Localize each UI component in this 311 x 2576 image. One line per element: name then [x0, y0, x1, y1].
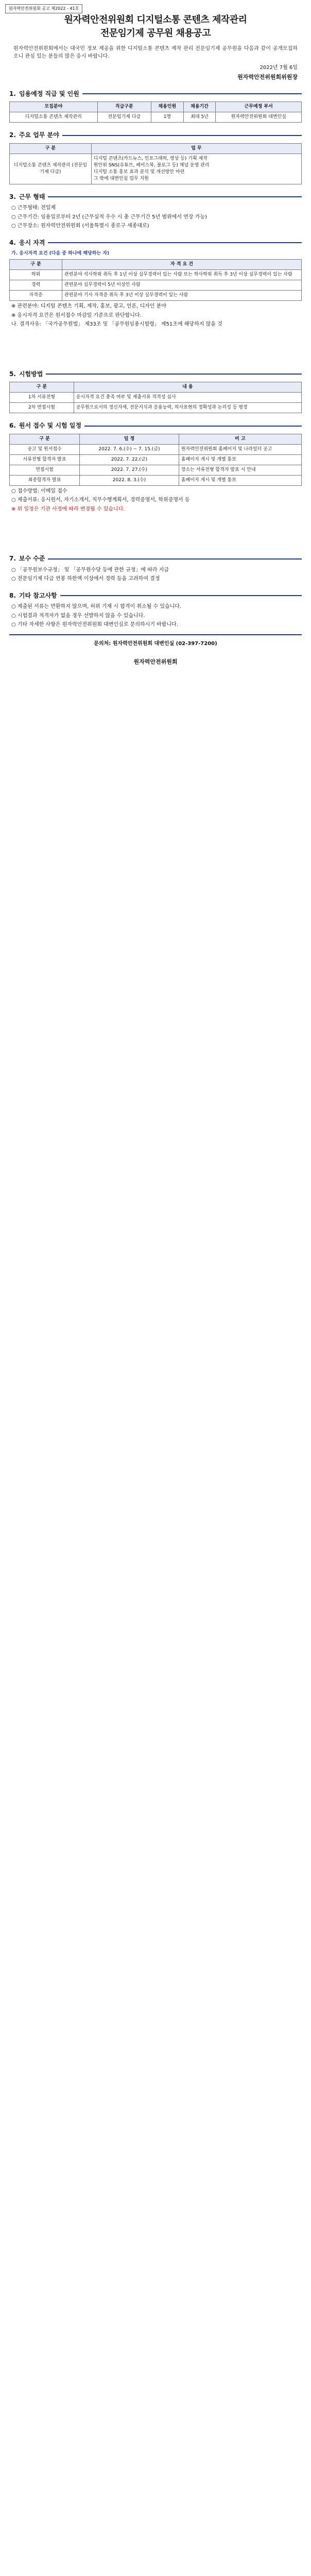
table-cell: 학위 [10, 270, 62, 280]
table-cell: 관련분야 석사학위 취득 후 1년 이상 실무경력이 있는 사람 또는 학사학위 취득 후 3년 이상 실무경력이 있는 사람 [62, 270, 302, 280]
table-header: 구 분 [10, 382, 74, 393]
list-item: ○ 전문임기제 다급 연봉 하한액 이상에서 경력 등을 고려하여 결정 [11, 576, 160, 582]
section-8-header [9, 591, 302, 600]
salary-list [9, 567, 302, 583]
list-item: ○ 근무형태: 전일제 [11, 205, 56, 211]
exam-method-table [9, 382, 302, 413]
section-rule [60, 595, 302, 596]
section-rule [62, 135, 302, 136]
section-number: 1. [9, 90, 16, 97]
section-label: 임용예정 직급 및 인원 [19, 90, 79, 97]
table-row [10, 270, 302, 280]
table-header: 구 분 [10, 434, 80, 444]
table-cell: 자격증 [10, 291, 62, 301]
section-number: 4. [9, 239, 16, 246]
table-row [10, 444, 302, 454]
table-cell [91, 154, 301, 184]
section-2-header [9, 131, 302, 140]
list-item: ※ 위 일정은 기관 사정에 따라 변경될 수 있습니다. [11, 506, 125, 512]
table-header: 근무예정 부서 [216, 102, 302, 112]
document-page [0, 0, 311, 666]
section-label: 원서 접수 및 시험 일정 [19, 422, 81, 430]
table-cell: 공무원으로서의 정신자세, 전문지식과 응용능력, 의사표현의 정확성과 논리성 등 평정 [74, 403, 301, 413]
bottom-signature: 원자력안전위원회 [133, 658, 178, 666]
qualification-intro: 가. 응시자격 요건 (다음 중 하나에 해당하는 자) [11, 251, 110, 257]
section-rule [48, 196, 302, 197]
table-header: 직급구분 [97, 102, 151, 112]
table-cell: 면접시험 [10, 465, 80, 475]
section-number: 8. [9, 591, 16, 599]
list-item: ○ 기타 자세한 사항은 원자력안전위원회 대변인실로 문의하시기 바랍니다. [11, 622, 178, 628]
table-cell: 2022. 8. 3.(수) [80, 475, 179, 485]
work-type-list [9, 205, 302, 230]
table-row [10, 291, 302, 301]
duty-item: 디지털 소통 홍보 효과 분석 및 개선방안 마련 [93, 169, 185, 175]
section-rule [48, 558, 302, 560]
spacer [9, 331, 302, 362]
section-5-header [9, 370, 302, 379]
list-item: ※ 관련분야: 디지털 콘텐츠 기획, 제작, 홍보, 광고, 언론, 디자인 분야 [11, 303, 166, 310]
table-cell: 장소는 서류전형 합격자 발표 시 안내 [179, 465, 301, 475]
section-rule [46, 374, 302, 375]
table-header: 구 분 [10, 260, 62, 270]
duty-item: 원안위 SNS(유튜브, 페이스북, 블로그 등) 채널 운영 관리 [93, 162, 210, 168]
position-table [9, 101, 302, 123]
table-cell: 1명 [151, 112, 183, 123]
notice-number: 원자력안전위원회 공고 제2022 - 41호 [5, 4, 82, 13]
page-subtitle: 전문임기제 공무원 채용공고 [100, 28, 211, 39]
table-cell: 경력 [10, 280, 62, 291]
duty-item: 그 밖에 대변인실 업무 지원 [93, 176, 149, 181]
section-rule [82, 93, 302, 94]
qualification-table [9, 259, 302, 301]
table-row [10, 475, 302, 485]
spacer [9, 515, 302, 546]
list-item: ※ 응시자격 요건은 원서접수 마감일 기준으로 판단합니다. [11, 312, 142, 318]
table-row [10, 465, 302, 475]
qualification-notes [9, 303, 302, 329]
contact-info: 문의처: 원자력안전위원회 대변인실 (02-397-7200) [94, 640, 217, 647]
list-item: ○ 제출서류: 응시원서, 자기소개서, 직무수행계획서, 경력증명서, 학위증명서 등 [11, 497, 190, 503]
schedule-notes [9, 488, 302, 514]
table-header: 일 정 [80, 434, 179, 444]
table-header: 채용인원 [151, 102, 183, 112]
table-cell: 관련분야 실무경력이 5년 이상인 사람 [62, 280, 302, 291]
table-header: 업 무 [91, 143, 301, 154]
table-header: 내 용 [74, 382, 301, 393]
section-rule [48, 242, 302, 243]
table-cell: 홈페이지 게시 및 개별 통보 [179, 475, 301, 485]
section-label: 시험방법 [19, 370, 43, 378]
table-cell: 2022. 7. 27.(수) [80, 465, 179, 475]
list-item: ○ 근무기간: 임용일로부터 2년 (근무실적 우수 시 총 근무기간 5년 범위에서 연장 가능) [11, 214, 207, 220]
list-item: ○ 「공무원보수규정」 및 「공무원수당 등에 관한 규정」에 따라 지급 [11, 567, 169, 573]
section-label: 기타 참고사항 [19, 591, 57, 599]
section-number: 7. [9, 555, 16, 563]
footer-rule [9, 634, 302, 635]
table-cell: 디지털소통 콘텐츠 제작관리 [10, 112, 98, 123]
duties-table [9, 143, 302, 184]
table-row [10, 112, 302, 123]
table-cell: 전문임기제 다급 [97, 112, 151, 123]
table-cell: 1차 서류전형 [10, 393, 74, 403]
table-cell: 최대 5년 [183, 112, 216, 123]
duty-item: 디지털 콘텐츠(카드뉴스, 인포그래픽, 영상 등) 기획 제작 [93, 156, 208, 161]
section-label: 보수 수준 [19, 555, 45, 563]
table-cell: 2022. 7. 22.(금) [80, 454, 179, 465]
table-header: 자 격 요 건 [62, 260, 302, 270]
section-label: 응시 자격 [19, 239, 45, 246]
table-row [10, 393, 302, 403]
section-number: 3. [9, 193, 16, 200]
table-row [10, 454, 302, 465]
table-header: 구 분 [10, 143, 92, 154]
list-item: ○ 근무장소: 원자력안전위원회 (서울특별시 종로구 세종대로) [11, 223, 149, 229]
table-cell: 원자력안전위원회 홈페이지 및 나라일터 공고 [179, 444, 301, 454]
section-3-header [9, 193, 302, 201]
section-6-header [9, 421, 302, 430]
section-number: 6. [9, 422, 16, 430]
list-item: 나. 결격사유: 「국가공무원법」 제33조 및 「공무원임용시험령」 제51조에 해당하지 않을 것 [11, 321, 222, 328]
table-cell: 원자력안전위원회 대변인실 [216, 112, 302, 123]
schedule-table [9, 434, 302, 486]
list-item: ○ 시험결과 적격자가 없을 경우 선발하지 않을 수 있습니다. [11, 613, 145, 619]
table-row [10, 154, 302, 184]
intro-paragraph: 원자력안전위원회에서는 대국민 정보 제공을 위한 디지털소통 콘텐츠 제작 관리 전문임기제 공무원을 다음과 같이 공개모집하오니 관심 있는 분들의 많은 응시 바랍니다. [13, 46, 298, 59]
page-title: 원자력안전위원회 디지털소통 콘텐츠 제작관리 [64, 14, 247, 25]
table-cell: 디지털소통 콘텐츠 제작관리 (전문임기제 다급) [10, 154, 92, 184]
table-row [10, 403, 302, 413]
table-cell: 서류전형 합격자 발표 [10, 454, 80, 465]
section-1-header [9, 90, 302, 98]
table-header: 모집분야 [10, 102, 98, 112]
table-cell: 2022. 7. 6.(수) ~ 7. 15.(금) [80, 444, 179, 454]
table-header: 비 고 [179, 434, 301, 444]
table-cell: 최종합격자 발표 [10, 475, 80, 485]
issuing-org: 원자력안전위원회위원장 [237, 73, 298, 80]
section-rule [84, 426, 302, 427]
table-cell: 응시자격 요건 충족 여부 및 제출서류 적격성 심사 [74, 393, 301, 403]
section-number: 2. [9, 131, 16, 139]
table-cell: 홈페이지 게시 및 개별 통보 [179, 454, 301, 465]
section-4-header [9, 239, 302, 247]
table-cell: 2차 면접시험 [10, 403, 74, 413]
notice-date: 2022년 7월 6일 [260, 65, 298, 71]
section-label: 근무 형태 [19, 193, 45, 200]
notes-list [9, 603, 302, 629]
list-item: ○ 접수방법: 이메일 접수 [11, 488, 67, 494]
section-label: 주요 업무 분야 [19, 131, 59, 139]
section-7-header [9, 554, 302, 563]
table-cell: 공고 및 원서접수 [10, 444, 80, 454]
section-number: 5. [9, 370, 16, 378]
table-row [10, 280, 302, 291]
list-item: ○ 제출된 서류는 반환하지 않으며, 허위 기재 시 합격이 취소될 수 있습니다. [11, 604, 182, 610]
table-cell: 관련분야 기사 자격증 취득 후 3년 이상 실무경력이 있는 사람 [62, 291, 302, 301]
table-header: 채용기간 [183, 102, 216, 112]
